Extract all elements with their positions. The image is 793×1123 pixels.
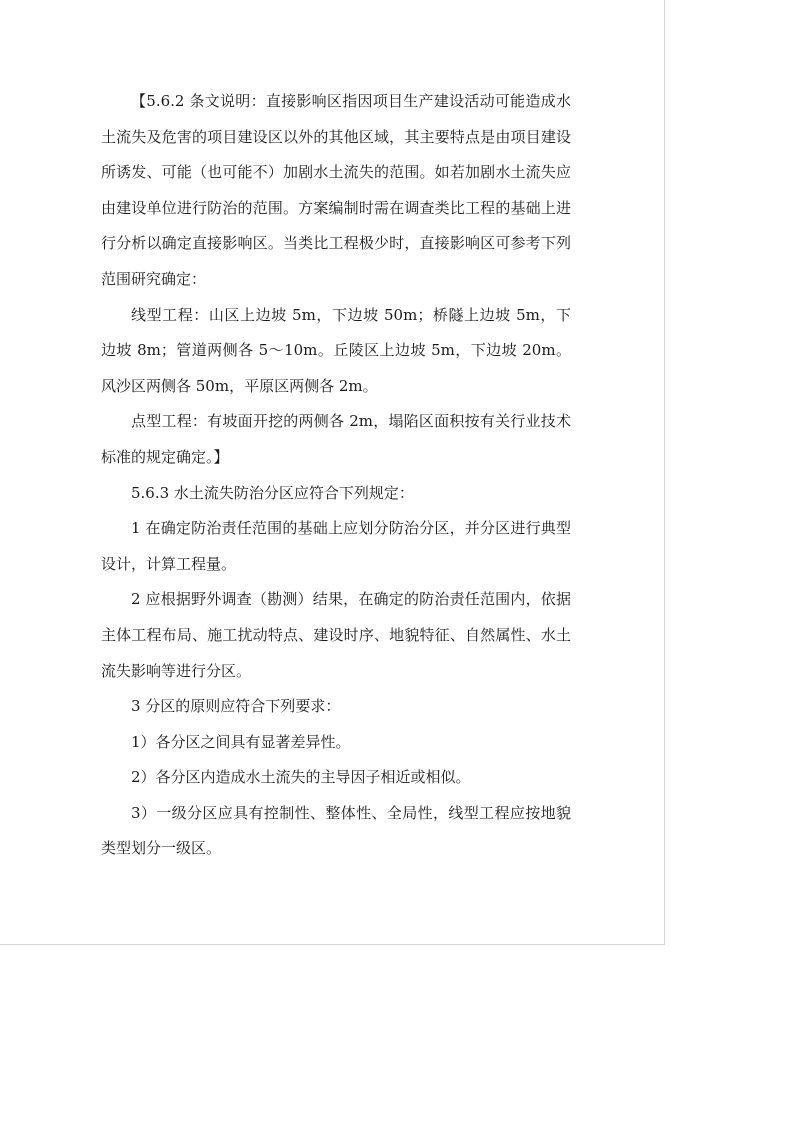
paragraph-item-2: 2 应根据野外调查（勘测）结果，在确定的防治责任范围内，依据主体工程布局、施工扰动特点、建设时序、地貌特征、自然属性、水土流失影响等进行分区。 — [101, 590, 571, 680]
paragraph-subitem-2: 2）各分区内造成水土流失的主导因子相近或相似。 — [131, 768, 471, 787]
paragraph-item-3: 3 分区的原则应符合下列要求： — [131, 697, 341, 716]
paragraph-5-6-2-note: 【5.6.2 条文说明：直接影响区指因项目生产建设活动可能造成水土流失及危害的项目建设区以外的其他区域，其主要特点是由项目建设所诱发、可能（也可能不）加剧水土流失的范围。如若加剧水土流失应由建设单位进行防治的范围。方案编制时需在调查类比工程的基础上进行分析以确定直接影响区。当类比工程极少时，直接影响区可参考下列范围研究确定： — [101, 92, 571, 288]
paragraph-subitem-1: 1）各分区之间具有显著差异性。 — [131, 732, 351, 751]
paragraph-point-project: 点型工程：有坡面开挖的两侧各 2m，塌陷区面积按有关行业技术标准的规定确定。】 — [101, 412, 571, 466]
paragraph-linear-project: 线型工程：山区上边坡 5m，下边坡 50m；桥隧上边坡 5m，下边坡 8m；管道两侧各 5～10m。丘陵区上边坡 5m，下边坡 20m。风沙区两侧各 50m，平原区两侧各 2m。 — [101, 305, 571, 395]
page-body — [101, 84, 571, 867]
paragraph-5-6-3-heading: 5.6.3 水土流失防治分区应符合下列规定： — [131, 483, 414, 502]
paragraph-subitem-3: 3）一级分区应具有控制性、整体性、全局性，线型工程应按地貌类型划分一级区。 — [101, 803, 571, 858]
paragraph-item-1: 1 在确定防治责任范围的基础上应划分防治分区，并分区进行典型设计，计算工程量。 — [101, 519, 571, 573]
